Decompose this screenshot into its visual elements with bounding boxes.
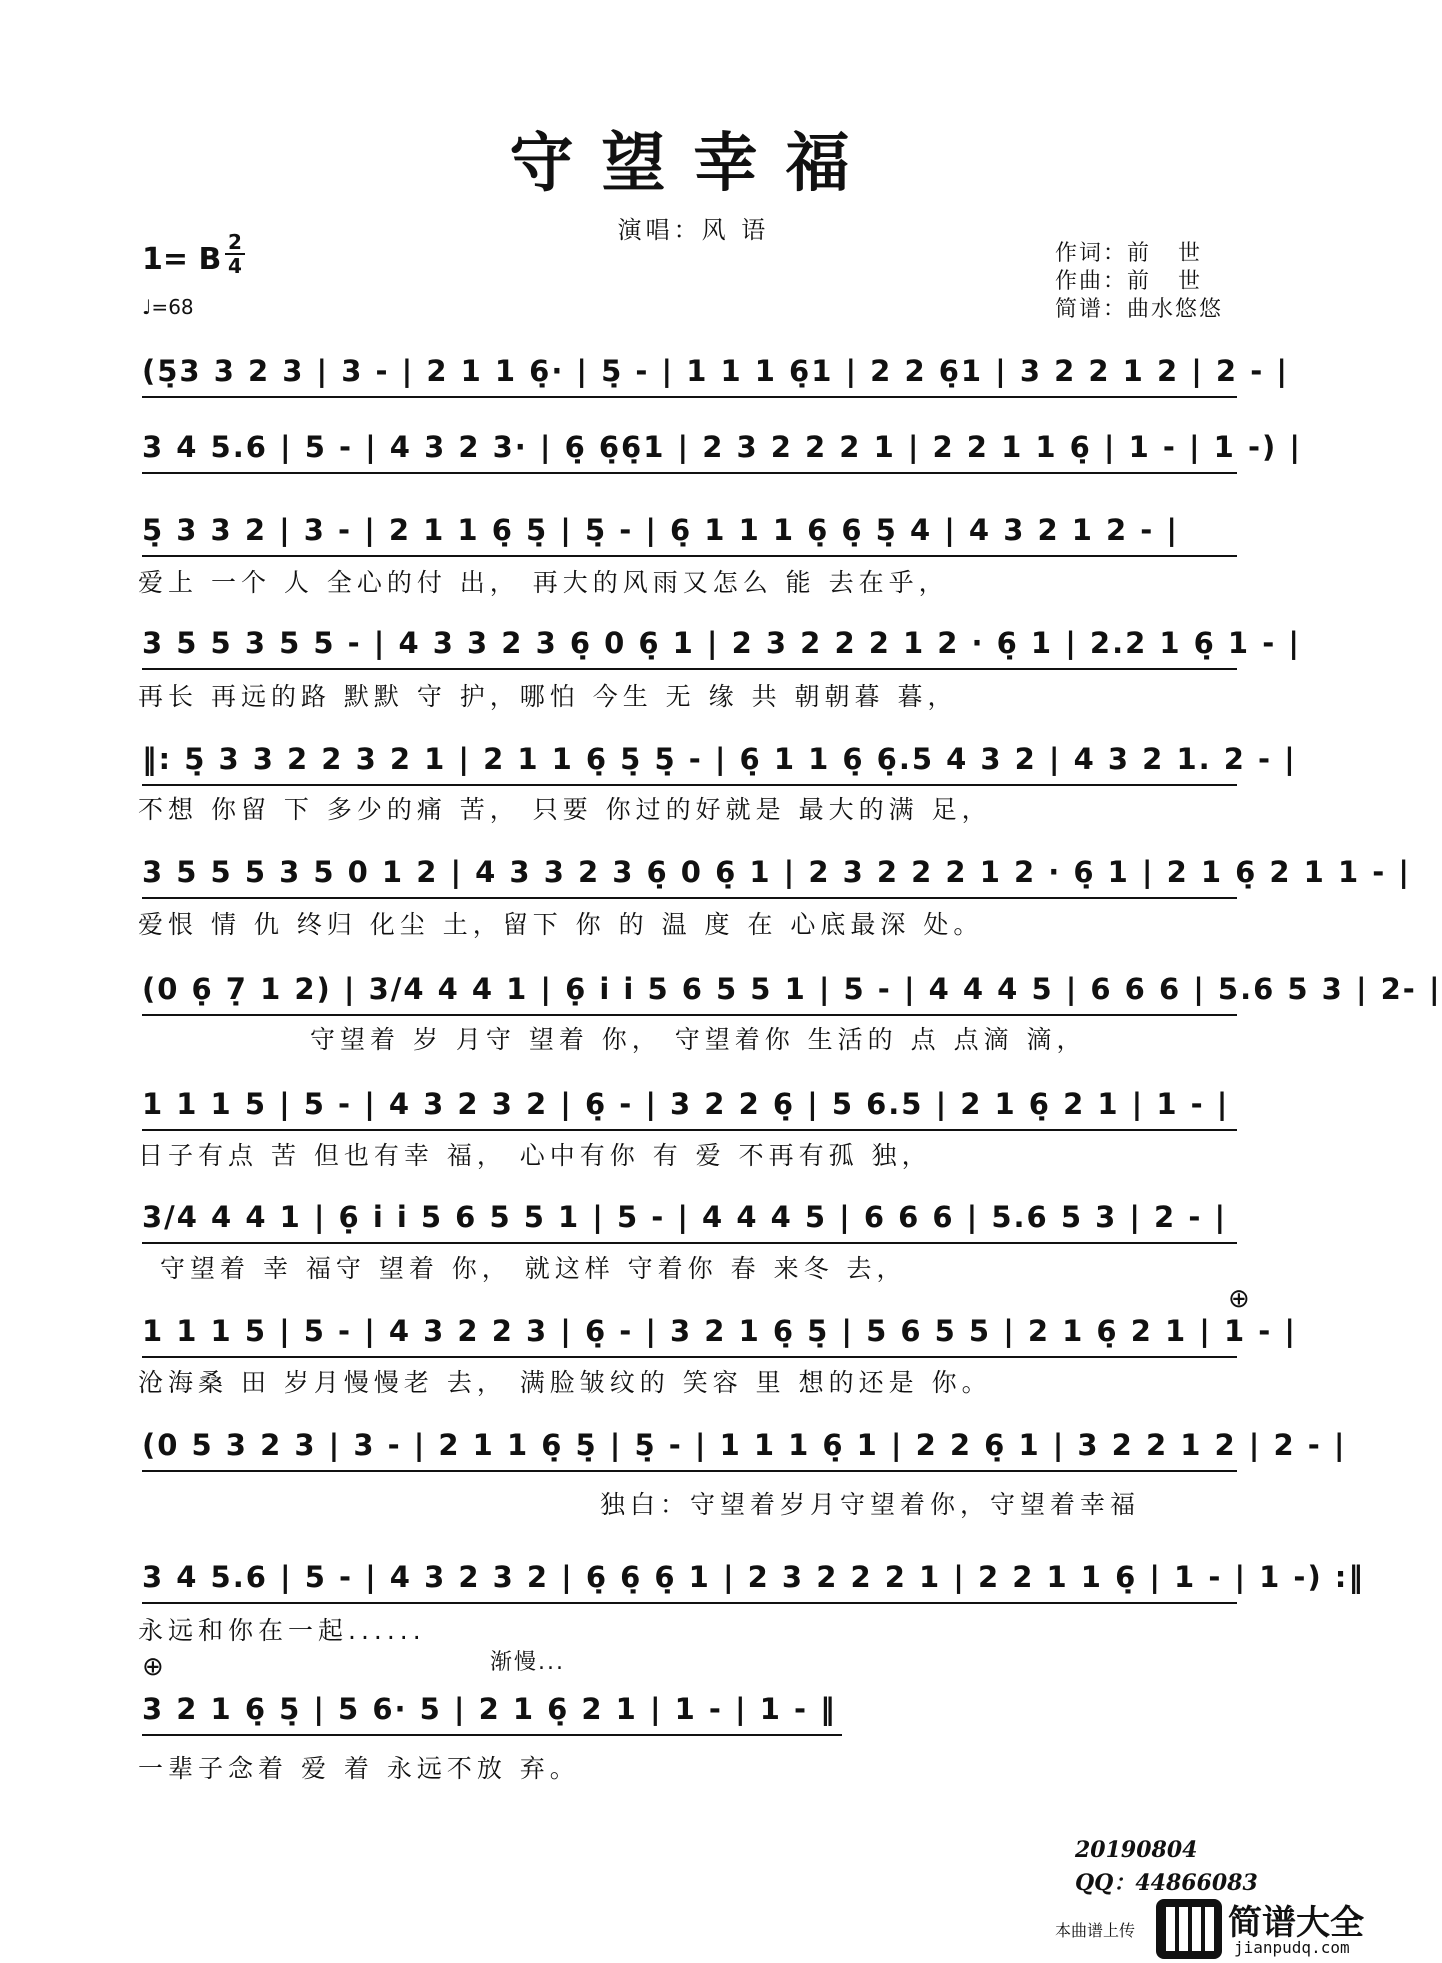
monologue-line-2: 永远和你在一起...... <box>138 1616 426 1645</box>
lyric-line-5: 守望着 岁 月守 望着 你， 守望着你 生活的 点 点滴 滴， <box>310 1025 1087 1054</box>
lyric-line-3: 不想 你留 下 多少的痛 苦， 只要 你过的好就是 最大的满 足， <box>138 795 992 824</box>
upload-note: 本曲谱上传 <box>1055 1921 1136 1940</box>
composer-credit: 作曲：前 世 <box>1055 269 1202 294</box>
lyric-line-7: 守望着 幸 福守 望着 你， 就这样 守着你 春 来冬 去， <box>160 1254 907 1283</box>
music-line-intro-1: (5̣3 3 2 3 | 3 - | 2 1 1 6̣· | 5̣ - | 1 1 1 6̣1 | 2 2 6̣1 | 3 2 2 1 2 | 2 - | <box>142 354 1289 388</box>
music-line-interlude-1: (0 5 3 2 3 | 3 - | 2 1 1 6̣ 5̣ | 5̣ - | 1 1 1 6̣ 1 | 2 2 6̣ 1 | 3 2 2 1 2 | 2 - | <box>142 1428 1347 1462</box>
piano-keys-icon <box>1154 1897 1224 1961</box>
music-line-chorus-3: 3/4 4 4 1 | 6̣ i i 5 6 5 5 1 | 5 - | 4 4 4 5 | 6 6 6 | 5.6 5 3 | 2 - | <box>142 1200 1228 1234</box>
score-title: 守望幸福 <box>509 126 878 201</box>
music-line-verse-2: 3 5 5 3 5 5 - | 4 3 3 2 3 6̣ 0 6̣ 1 | 2 3 2 2 2 1 2 · 6̣ 1 | 2.2 1 6̣ 1 - | <box>142 626 1301 660</box>
music-line-interlude-2: 3 4 5.6 | 5 - | 4 3 2 3 2 | 6̣ 6̣ 6̣ 1 | 2 3 2 2 2 1 | 2 2 1 1 6̣ | 1 - | 1 -) :‖ <box>142 1560 1365 1594</box>
music-line-chorus-1: (0 6̣ 7̣ 1 2) | 3/4 4 4 1 | 6̣ i i 5 6 5 5 1 | 5 - | 4 4 4 5 | 6 6 6 | 5.6 5 3 | 2- | <box>142 972 1442 1006</box>
lyricist-credit: 作词：前 世 <box>1055 241 1202 266</box>
music-line-intro-2: 3 4 5.6 | 5 - | 4 3 2 3· | 6̣ 6̣6̣1 | 2 3 2 2 2 1 | 2 2 1 1 6̣ | 1 - | 1 -) | <box>142 430 1302 464</box>
music-line-chorus-2: 1 1 1 5 | 5 - | 4 3 2 3 2 | 6̣ - | 3 2 2 6̣ | 5 6.5 | 2 1 6̣ 2 1 | 1 - | <box>142 1087 1230 1121</box>
transcriber-credit: 简谱：曲水悠悠 <box>1055 297 1224 322</box>
lyric-line-1: 爱上 一个 人 全心的付 出， 再大的风雨又怎么 能 去在乎， <box>138 568 949 597</box>
music-line-coda: 3 2 1 6̣ 5̣ | 5 6· 5 | 2 1 6̣ 2 1 | 1 - | 1 - ‖ <box>142 1692 837 1726</box>
site-logo <box>1150 1895 1387 1963</box>
coda-sign: ⊕ <box>1228 1284 1250 1314</box>
music-line-verse-1: 5̣ 3 3 2 | 3 - | 2 1 1 6̣ 5̣ | 5̣ - | 6̣ 1 1 1 6̣ 6̣ 5̣ 4 | 4 3 2 1 2 - | <box>142 513 1180 547</box>
monologue-line-1: 独白：守望着岁月守望着你，守望着幸福 <box>600 1490 1141 1519</box>
coda-sign-ending: ⊕ <box>142 1652 164 1682</box>
lyric-line-4: 爱恨 情 仇 终归 化尘 土，留下 你 的 温 度 在 心底最深 处。 <box>138 910 984 939</box>
music-line-verse-4: 3 5 5 5 3 5 0 1 2 | 4 3 3 2 3 6̣ 0 6̣ 1 | 2 3 2 2 2 1 2 · 6̣ 1 | 2 1 6̣ 2 1 1 - | <box>142 855 1411 889</box>
ritardando-mark: 渐慢... <box>490 1650 565 1675</box>
logo-url: jianpudq.com <box>1234 1938 1350 1957</box>
lyric-line-coda: 一辈子念着 爱 着 永远不放 弃。 <box>138 1754 580 1783</box>
time-signature-top: 2 <box>228 230 242 254</box>
score-date: 20190804 <box>1075 1837 1198 1863</box>
score-qq: QQ：44866083 <box>1075 1870 1258 1896</box>
music-line-chorus-4: 1 1 1 5 | 5 - | 4 3 2 2 3 | 6̣ - | 3 2 1 6̣ 5̣ | 5 6 5 5 | 2 1 6̣ 2 1 | 1 - | <box>142 1314 1297 1348</box>
logo-name: 简谱大全 <box>1228 1903 1364 1943</box>
time-signature-bottom: 4 <box>228 254 242 278</box>
time-signature <box>225 232 245 276</box>
lyric-line-8: 沧海桑 田 岁月慢慢老 去， 满脸皱纹的 笑容 里 想的还是 你。 <box>138 1368 992 1397</box>
lyric-line-6: 日子有点 苦 但也有幸 福， 心中有你 有 爱 不再有孤 独， <box>138 1141 932 1170</box>
lyric-line-2: 再长 再远的路 默默 守 护，哪怕 今生 无 缘 共 朝朝暮 暮， <box>138 682 958 711</box>
singer: 演唱：风 语 <box>617 216 770 244</box>
music-line-verse-3: ‖: 5̣ 3 3 2 2 3 2 1 | 2 1 1 6̣ 5̣ 5̣ - | 6̣ 1 1 6̣ 6̣.5 4 3 2 | 4 3 2 1. 2 - | <box>142 742 1297 776</box>
tempo-marking: ♩=68 <box>142 295 194 319</box>
key-signature: 1= B <box>142 242 222 277</box>
